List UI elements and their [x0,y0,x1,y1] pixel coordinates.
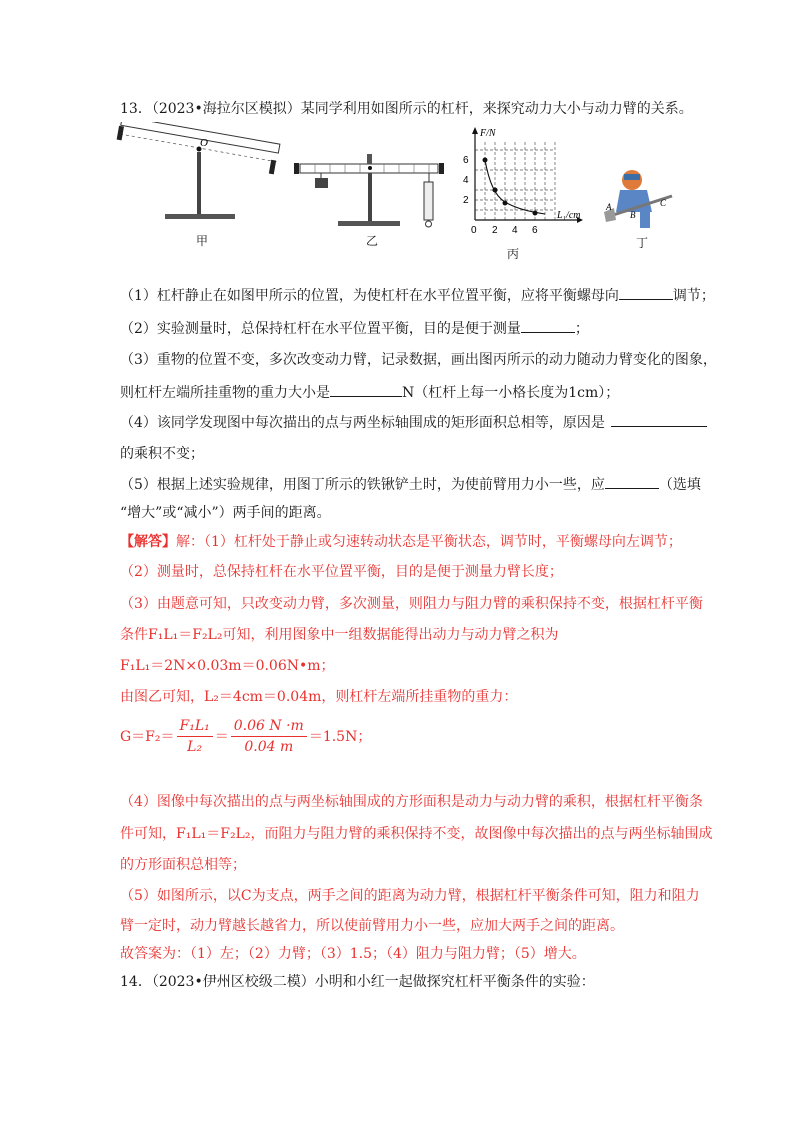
y-tick: 2 [463,195,469,206]
stand-base [165,214,235,219]
x-tick: 6 [532,225,538,236]
q14-head: 14．（2023•伊州区校级二模）小明和小红一起做探究杠杆平衡条件的实验： [120,974,595,990]
y-tick: 6 [463,155,469,166]
answer-line-9: 的方形面积总相等； [120,857,246,873]
item-1: （1）杠杆静止在如图甲所示的位置，为使杠杆在水平位置平衡，应将平衡螺母向 调节； [120,285,715,305]
answer-line-6: 由图乙可知，L₂＝4cm＝0.04m，则杠杆左端所挂重物的重力： [120,689,518,705]
caption-bing: 丙 [506,247,519,261]
data-point [503,201,508,206]
answer-summary: 故答案为：（1）左；（2）力臂；（3）1.5；（4）阻力与阻力臂；（5）增大。 [120,946,586,962]
answer-line-1: 【解答】解：（1）杠杆处于静止或匀速转动状态是平衡状态，调节时，平衡螺母向左调节； [120,534,682,550]
answer-line-10: （5）如图所示，以C为支点，两手之间的距离为动力臂，根据杠杆平衡条件可知，阻力和阻力 [120,888,700,904]
caption-ding: 丁 [635,236,648,250]
item-4b: 的乘积不变； [120,446,204,462]
item-2: （2）实验测量时，总保持杠杆在水平位置平衡，目的是便于测量 ； [120,318,589,338]
figure-ding-shovel [602,168,682,234]
item-4: （4）该同学发现图中每次描出的点与两坐标轴围成的矩形面积总相等，原因是 [120,412,707,432]
label-b: B [630,210,636,220]
pivot-label: O [200,137,208,149]
answer-line-8: 件可知，F₁L₁＝F₂L₂，而阻力与阻力臂的乘积保持不变，故图像中每次描出的点与两坐标轴围成 [120,826,713,842]
answer-line-5: F₁L₁＝2N×0.03m＝0.06N•m； [120,658,335,674]
data-point [483,158,488,163]
answer-line-3: （3）由题意可知，只改变动力臂，多次测量，则阻力与阻力臂的乘积保持不变，根据杠杆平衡 [120,596,703,612]
x-tick: 0 [471,225,477,236]
data-point [533,211,538,216]
label-a: A [606,202,612,212]
item-5b: “增大”或“减小”）两手间的距离。 [120,505,331,521]
x-tick: 2 [492,225,498,236]
answer-line-7: （4）图像中每次描出的点与两坐标轴围成的方形面积是动力与动力臂的乘积，根据杠杆平衡条 [120,794,703,810]
answer-line-4: 条件F₁L₁＝F₂L₂可知，利用图象中一组数据能得出动力与动力臂之积为 [120,627,559,643]
stand-pole [197,152,201,214]
answer-formula: G＝F₂＝ $\frac{\text{F₁L₁}}{\text{L₂}}$ ＝ $\frac{0.06 N \cdot m}{0.04 m}$ ＝1.5N； [120,718,372,755]
figure-jia [110,122,290,232]
spring-scale [424,182,433,220]
figure-yi [290,150,450,232]
answer-line-11: 臂一定时，动力臂越长越省力，所以使前臂用力小一些，应加大两手之间的距离。 [120,918,624,934]
x-tick: 4 [512,225,518,236]
y-axis-label: F/N [480,128,496,139]
hanging-weight [315,178,328,188]
figure-bing-graph [455,122,595,248]
data-point [493,188,498,193]
item-5: （5）根据上述实验规律，用图丁所示的铁锹铲土时，为使前臂用力小一些，应 （选填 [120,474,701,494]
item-3: （3）重物的位置不变，多次改变动力臂，记录数据，画出图丙所示的动力随动力臂变化的图象， [120,352,717,368]
label-c: C [660,198,667,208]
balance-nut-right [269,160,276,175]
y-tick: 4 [463,175,469,186]
q13-head: 13．（2023•海拉尔区模拟）某同学利用如图所示的杠杆，来探究动力大小与动力臂的关系。 [120,101,693,117]
item-3b: 则杠杆左端所挂重物的重力大小是 N（杠杆上每一小格长度为1cm）； [120,382,619,402]
answer-line-2: （2）测量时，总保持杠杆在水平位置平衡，目的是便于测量力臂长度； [120,564,563,580]
caption-jia: 甲 [195,234,208,248]
balance-nut-left [117,126,124,141]
x-axis-label: L₁/cm [557,210,581,221]
caption-yi: 乙 [365,234,378,248]
